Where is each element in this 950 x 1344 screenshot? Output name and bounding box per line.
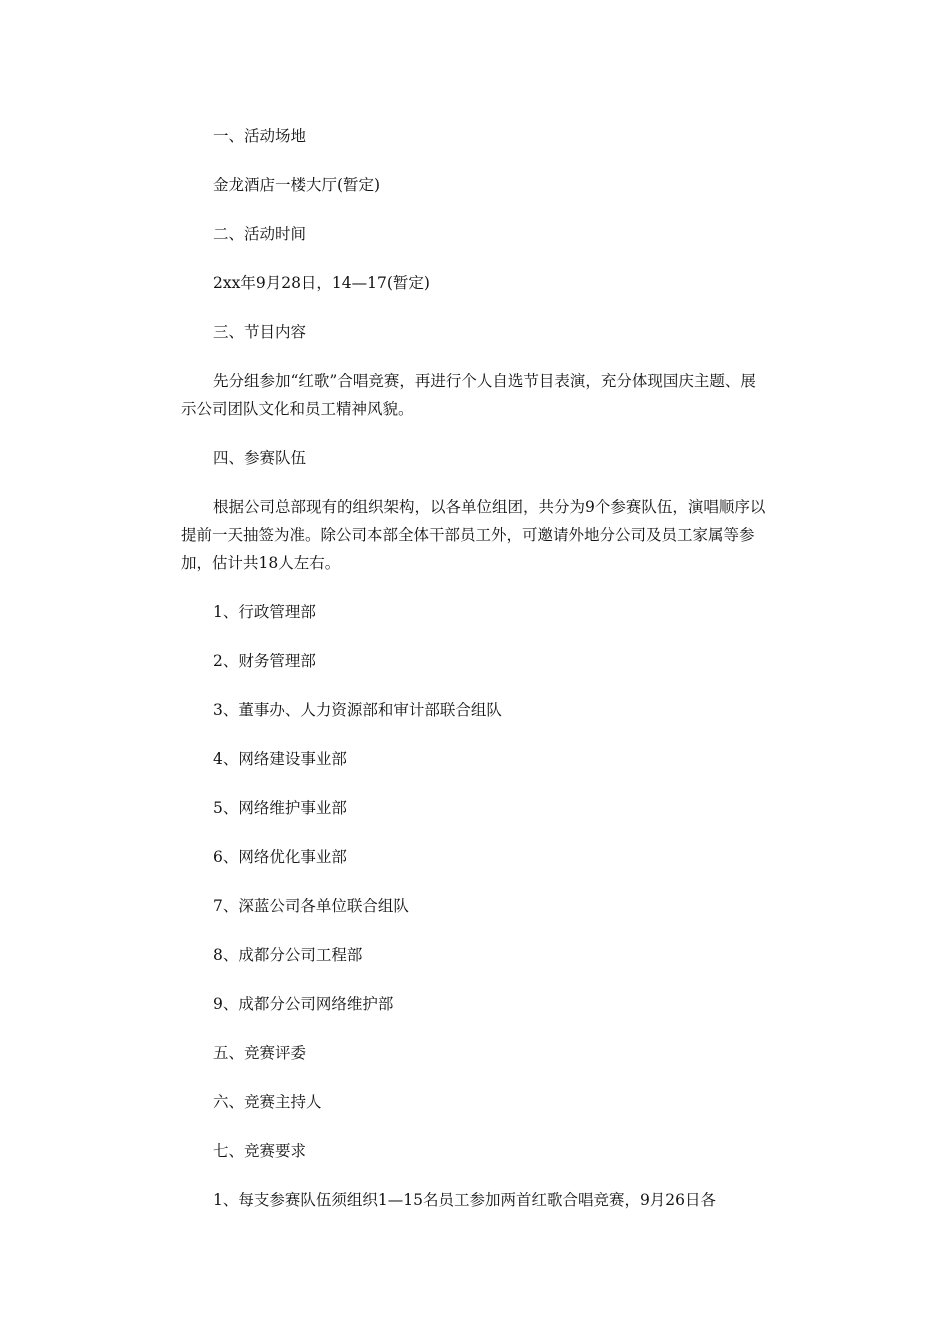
- team-item-9: 9、成都分公司网络维护部: [213, 995, 394, 1013]
- venue-text: 金龙酒店一楼大厅(暂定): [213, 176, 381, 194]
- time-text: 2xx年9月28日，14—17(暂定): [213, 274, 430, 292]
- team-item-7: 7、深蓝公司各单位联合组队: [213, 897, 409, 915]
- heading-teams: 四、参赛队伍: [213, 449, 307, 467]
- team-item-6: 6、网络优化事业部: [213, 848, 347, 866]
- team-item-4: 4、网络建设事业部: [213, 750, 347, 768]
- teams-text: 根据公司总部现有的组织架构，以各单位组团，共分为9个参赛队伍，演唱顺序以提前一天抽签为准。除公司本部全体干部员工外，可邀请外地分公司及员工家属等参加，估计共18人左右。: [181, 498, 766, 572]
- team-item-5: 5、网络维护事业部: [213, 799, 347, 817]
- team-item-8: 8、成都分公司工程部: [213, 946, 363, 964]
- heading-time: 二、活动时间: [213, 225, 307, 243]
- team-item-3: 3、董事办、人力资源部和审计部联合组队: [213, 701, 502, 719]
- program-text: 先分组参加“红歌”合唱竞赛，再进行个人自选节目表演，充分体现国庆主题、展示公司团队文化和员工精神风貌。: [181, 372, 756, 418]
- team-item-1: 1、行政管理部: [213, 603, 316, 621]
- heading-program: 三、节目内容: [213, 323, 307, 341]
- heading-host: 六、竞赛主持人: [213, 1093, 322, 1111]
- team-item-2: 2、财务管理部: [213, 652, 316, 670]
- heading-judges: 五、竞赛评委: [213, 1044, 307, 1062]
- heading-requirements: 七、竞赛要求: [213, 1142, 307, 1160]
- heading-venue: 一、活动场地: [213, 127, 307, 145]
- document-body: [181, 122, 771, 1235]
- requirement-item-1: 1、每支参赛队伍须组织1—15名员工参加两首红歌合唱竞赛，9月26日各: [213, 1191, 717, 1209]
